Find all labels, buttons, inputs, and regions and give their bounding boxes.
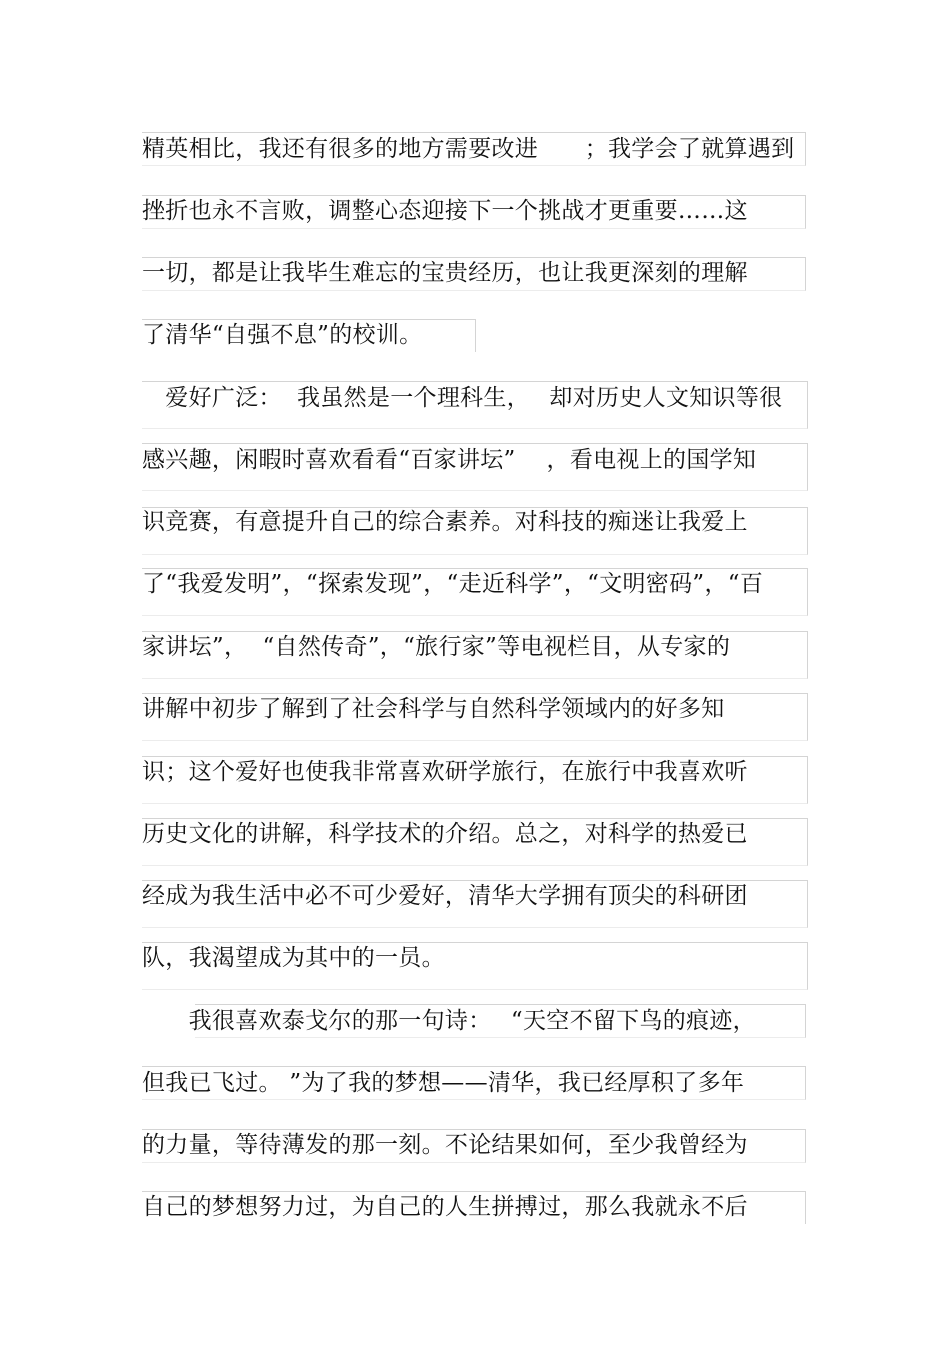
text-line: 识；这个爱好也使我非常喜欢研学旅行，在旅行中我喜欢听 — [142, 759, 748, 785]
text-line: 队，我渴望成为其中的一员。 — [142, 945, 445, 971]
text-line: 识竞赛，有意提升自己的综合素养。对科技的痴迷让我爱上 — [142, 509, 748, 535]
text-line: 爱好广泛： 我虽然是一个理科生， 却对历史人文知识等很 — [142, 385, 783, 411]
text-line: 精英相比，我还有很多的地方需要改进 ；我学会了就算遇到 — [142, 136, 795, 162]
text-line: 但我已飞过。 ”为了我的梦想——清华，我已经厚积了多年 — [142, 1070, 745, 1096]
text-line: 自己的梦想努力过，为自己的人生拼搏过，那么我就永不后 — [142, 1194, 748, 1220]
text-line: 历史文化的讲解，科学技术的介绍。总之，对科学的热爱已 — [142, 821, 748, 847]
text-line: 家讲坛”， “自然传奇”，“旅行家”等电视栏目，从专家的 — [142, 634, 731, 660]
text-line: 了“我爱发明”，“探索发现”，“走近科学”，“文明密码”，“百 — [142, 571, 764, 597]
text-line: 经成为我生活中必不可少爱好，清华大学拥有顶尖的科研团 — [142, 883, 748, 909]
text-line: 一切，都是让我毕生难忘的宝贵经历，也让我更深刻的理解 — [142, 260, 748, 286]
text-line: 的力量，等待薄发的那一刻。不论结果如何，至少我曾经为 — [142, 1132, 748, 1158]
text-line: 感兴趣，闲暇时喜欢看看“百家讲坛” ，看电视上的国学知 — [142, 447, 757, 473]
text-line: 讲解中初步了解到了社会科学与自然科学领域内的好多知 — [142, 696, 725, 722]
text-line: 了清华“自强不息”的校训。 — [142, 322, 423, 348]
text-line: 挫折也永不言败，调整心态迎接下一个挑战才更重要……这 — [142, 198, 748, 224]
text-line: 我很喜欢泰戈尔的那一句诗： “天空不留下鸟的痕迹， — [142, 1008, 756, 1034]
